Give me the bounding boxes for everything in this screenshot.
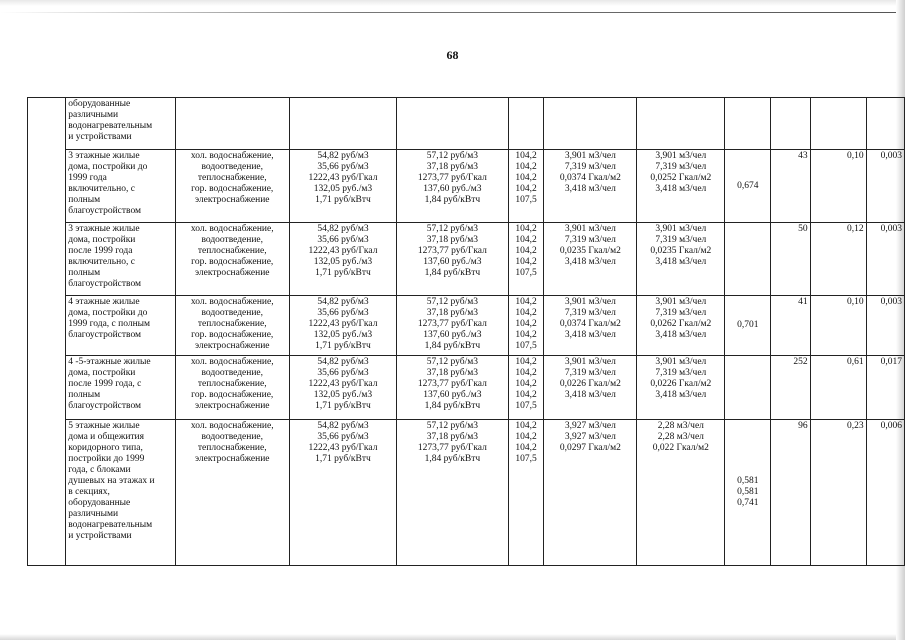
text-line: различными <box>68 110 119 120</box>
norm-new-cell <box>637 296 725 356</box>
building-type-cell <box>66 356 175 420</box>
text-line: 132,05 руб./м3 <box>313 390 373 400</box>
value-3-cell: 0,003 <box>866 150 904 223</box>
text-line: 7,319 м3/чел <box>655 162 707 172</box>
text-line: 3,418 м3/чел <box>564 390 616 400</box>
empty-cell <box>725 98 771 150</box>
norm-prev-cell <box>544 420 637 566</box>
value-3-cell: 0,006 <box>866 420 904 566</box>
text-line: 104,2 <box>515 173 537 183</box>
value-2-cell: 0,12 <box>810 223 866 296</box>
services-cell <box>175 420 289 566</box>
text-line: 1,84 руб/кВтч <box>424 401 481 411</box>
empty-cell <box>544 98 637 150</box>
text-line: 1,71 руб/кВтч <box>315 454 371 464</box>
text-line: электроснабжение <box>194 401 270 411</box>
text-line: 3,901 м3/чел <box>564 297 616 307</box>
text-line: 3,901 м3/чел <box>564 357 616 367</box>
text-line: 3,418 м3/чел <box>655 330 707 340</box>
text-line: полным <box>68 268 101 278</box>
text-line: 104,2 <box>515 297 537 307</box>
text-line: 104,2 <box>515 257 537 267</box>
index-cell <box>508 356 544 420</box>
text-line: 3,418 м3/чел <box>564 184 616 194</box>
text-line: теплоснабжение, <box>197 319 267 329</box>
text-line: 0,0252 Гкал/м2 <box>650 173 712 183</box>
text-line: 107,5 <box>515 195 537 205</box>
text-line: 104,2 <box>515 443 537 453</box>
text-line: коридорного типа, <box>68 443 143 453</box>
text-line: гор. водоснабжение, <box>191 257 274 267</box>
text-line: 57,12 руб/м3 <box>426 151 478 161</box>
text-line: 4 этажные жилые <box>68 297 140 307</box>
norm-new-cell <box>637 420 725 566</box>
text-line: 57,12 руб/м3 <box>426 421 478 431</box>
text-line: 35,66 руб/м3 <box>317 368 369 378</box>
text-line: гор. водоснабжение, <box>191 184 274 194</box>
text-line: 107,5 <box>515 341 537 351</box>
text-line: и устройствами <box>68 132 132 142</box>
text-line: 3,901 м3/чел <box>564 151 616 161</box>
value-2-cell: 0,23 <box>810 420 866 566</box>
page-number: 68 <box>446 48 459 62</box>
text-line: 1222,43 руб/Гкал <box>308 246 378 256</box>
text-line: 3,927 м3/чел <box>564 432 616 442</box>
empty-cell <box>175 98 289 150</box>
text-line: 0,0297 Гкал/м2 <box>559 443 621 453</box>
text-line: 0,0226 Гкал/м2 <box>650 379 712 389</box>
text-line: в секциях, <box>68 487 110 497</box>
table-row <box>28 223 905 296</box>
table-row-continuation <box>28 98 905 150</box>
text-line: 137,60 руб./м3 <box>423 257 482 267</box>
text-line: 54,82 руб/м3 <box>317 357 369 367</box>
text-line: полным <box>68 390 101 400</box>
coefficient-cell <box>725 356 771 420</box>
text-line: электроснабжение <box>194 268 270 278</box>
empty-cell <box>771 98 810 150</box>
tariff-prev-cell <box>289 420 396 566</box>
text-line: 35,66 руб/м3 <box>317 235 369 245</box>
building-type-cell <box>66 223 175 296</box>
text-line: 1273,77 руб/Гкал <box>417 246 487 256</box>
text-line: благоустройством <box>68 401 142 411</box>
tariff-new-cell <box>397 420 509 566</box>
text-line: 0,0262 Гкал/м2 <box>650 319 712 329</box>
text-line: 1,84 руб/кВтч <box>424 195 481 205</box>
norm-prev-cell <box>544 223 637 296</box>
value-3-cell: 0,017 <box>866 356 904 420</box>
norm-prev-cell <box>544 296 637 356</box>
text-line: водоотведение, <box>201 432 264 442</box>
text-line: 104,2 <box>515 308 537 318</box>
text-line: 1222,43 руб/Гкал <box>308 443 378 453</box>
text-line: хол. водоснабжение, <box>190 151 274 161</box>
index-cell <box>508 223 544 296</box>
text-line: 104,2 <box>515 368 537 378</box>
text-line: 0,022 Гкал/м2 <box>652 443 709 453</box>
text-line: после 1999 года <box>68 246 133 256</box>
index-cell <box>508 150 544 223</box>
coefficient-cell <box>725 296 771 356</box>
text-line: 104,2 <box>515 319 537 329</box>
norm-new-cell <box>637 150 725 223</box>
table-row <box>28 296 905 356</box>
text-line: 0,0235 Гкал/м2 <box>650 246 712 256</box>
text-line: 1999 года <box>68 173 107 183</box>
text-line: оборудованные <box>68 498 131 508</box>
text-line: полным <box>68 195 101 205</box>
value-3-cell: 0,003 <box>866 296 904 356</box>
text-line: 4 -5-этажные жилые <box>68 357 151 367</box>
text-line: и устройствами <box>68 531 132 541</box>
text-line: 0,701 <box>737 320 759 330</box>
tariff-new-cell <box>397 150 509 223</box>
text-line: 3,418 м3/чел <box>655 257 707 267</box>
text-line: водонагревательным <box>68 520 153 530</box>
text-line: 137,60 руб./м3 <box>423 330 482 340</box>
empty-cell <box>810 98 866 150</box>
text-line: 0,0235 Гкал/м2 <box>559 246 621 256</box>
text-line: 54,82 руб/м3 <box>317 297 369 307</box>
services-cell <box>175 356 289 420</box>
text-line: 1222,43 руб/Гкал <box>308 173 378 183</box>
index-cell <box>508 420 544 566</box>
text-line: 57,12 руб/м3 <box>426 297 478 307</box>
text-line: электроснабжение <box>194 341 270 351</box>
services-cell <box>175 223 289 296</box>
text-line: 0,741 <box>737 498 759 508</box>
text-line: 54,82 руб/м3 <box>317 421 369 431</box>
text-line: 37,18 руб/м3 <box>426 162 478 172</box>
text-line: 107,5 <box>515 268 537 278</box>
empty-cell <box>866 98 904 150</box>
tariff-prev-cell <box>289 150 396 223</box>
text-line: 54,82 руб/м3 <box>317 151 369 161</box>
text-line: 3,418 м3/чел <box>564 257 616 267</box>
text-line: 104,2 <box>515 357 537 367</box>
text-line: 7,319 м3/чел <box>655 235 707 245</box>
text-line: 1999 года, с полным <box>68 319 151 329</box>
table-row <box>28 150 905 223</box>
text-line: 3,418 м3/чел <box>655 390 707 400</box>
text-line: 104,2 <box>515 224 537 234</box>
text-line: 35,66 руб/м3 <box>317 308 369 318</box>
value-3-cell: 0,003 <box>866 223 904 296</box>
text-line: хол. водоснабжение, <box>190 357 274 367</box>
table-row <box>28 356 905 420</box>
text-line: дома, постройки до <box>68 308 148 318</box>
text-line: гор. водоснабжение, <box>191 330 274 340</box>
empty-cell <box>397 98 509 150</box>
text-line: 1,84 руб/кВтч <box>424 268 481 278</box>
scan-edge-line <box>0 12 905 13</box>
text-line: оборудованные <box>68 99 131 109</box>
text-line: 104,2 <box>515 235 537 245</box>
text-line: водоотведение, <box>201 235 264 245</box>
text-line: 2,28 м3/чел <box>657 432 704 442</box>
text-line: 0,581 <box>737 487 759 497</box>
norm-new-cell <box>637 223 725 296</box>
text-line: 104,2 <box>515 246 537 256</box>
text-line: 7,319 м3/чел <box>655 308 707 318</box>
text-line: 35,66 руб/м3 <box>317 162 369 172</box>
text-line: 7,319 м3/чел <box>655 368 707 378</box>
text-line: 104,2 <box>515 330 537 340</box>
value-1-cell: 41 <box>771 296 810 356</box>
text-line: 0,0374 Гкал/м2 <box>559 319 621 329</box>
text-line: 7,319 м3/чел <box>564 308 616 318</box>
text-line: 35,66 руб/м3 <box>317 432 369 442</box>
coefficient-cell <box>725 150 771 223</box>
value-2-cell: 0,61 <box>810 356 866 420</box>
text-line: 104,2 <box>515 390 537 400</box>
empty-cell <box>637 98 725 150</box>
tariff-table <box>27 97 905 566</box>
text-line: 1,84 руб/кВтч <box>424 341 481 351</box>
text-line: 37,18 руб/м3 <box>426 368 478 378</box>
building-type-cell <box>66 420 175 566</box>
text-line: 7,319 м3/чел <box>564 235 616 245</box>
text-line: хол. водоснабжение, <box>190 421 274 431</box>
text-line: 1,71 руб/кВтч <box>315 195 371 205</box>
text-line: 0,0374 Гкал/м2 <box>559 173 621 183</box>
text-line: благоустройством <box>68 279 142 289</box>
text-line: 3,901 м3/чел <box>655 297 707 307</box>
text-line: хол. водоснабжение, <box>190 297 274 307</box>
empty-cell <box>289 98 396 150</box>
text-line: дома, постройки до <box>68 162 148 172</box>
value-2-cell: 0,10 <box>810 150 866 223</box>
table-row <box>28 420 905 566</box>
text-line: 104,2 <box>515 162 537 172</box>
text-line: 107,5 <box>515 454 537 464</box>
text-line: теплоснабжение, <box>197 443 267 453</box>
text-line: 5 этажные жилые <box>68 421 140 431</box>
services-cell <box>175 296 289 356</box>
text-line: 37,18 руб/м3 <box>426 235 478 245</box>
coefficient-cell <box>725 223 771 296</box>
text-line: 104,2 <box>515 151 537 161</box>
text-line: 3,901 м3/чел <box>655 224 707 234</box>
text-line: дома и общежития <box>68 432 145 442</box>
text-line: 104,2 <box>515 379 537 389</box>
text-line: гор. водоснабжение, <box>191 390 274 400</box>
text-line: 1273,77 руб/Гкал <box>417 443 487 453</box>
text-line: 3 этажные жилые <box>68 224 140 234</box>
text-line: 0,674 <box>737 180 759 191</box>
norm-prev-cell <box>544 356 637 420</box>
empty-left-cell <box>28 98 66 566</box>
text-line: водоотведение, <box>201 162 264 172</box>
text-line: 54,82 руб/м3 <box>317 224 369 234</box>
text-line: 104,2 <box>515 432 537 442</box>
text-line: 57,12 руб/м3 <box>426 224 478 234</box>
tariff-prev-cell <box>289 223 396 296</box>
text-line: 1,71 руб/кВтч <box>315 401 371 411</box>
text-line: 3,901 м3/чел <box>655 151 707 161</box>
text-line: дома, постройки <box>68 368 136 378</box>
empty-cell <box>508 98 544 150</box>
text-line: 1273,77 руб/Гкал <box>417 173 487 183</box>
value-1-cell: 252 <box>771 356 810 420</box>
text-line: 104,2 <box>515 421 537 431</box>
text-line: водоотведение, <box>201 368 264 378</box>
value-1-cell: 96 <box>771 420 810 566</box>
text-line: электроснабжение <box>194 195 270 205</box>
text-line: 104,2 <box>515 184 537 194</box>
text-line: 3,927 м3/чел <box>564 421 616 431</box>
text-line: 1,84 руб/кВтч <box>424 454 481 464</box>
text-line: 3,901 м3/чел <box>564 224 616 234</box>
services-cell <box>175 150 289 223</box>
text-line: теплоснабжение, <box>197 173 267 183</box>
text-line: теплоснабжение, <box>197 246 267 256</box>
text-line: различными <box>68 509 119 519</box>
text-line: 37,18 руб/м3 <box>426 308 478 318</box>
tariff-new-cell <box>397 356 509 420</box>
norm-prev-cell <box>544 150 637 223</box>
text-line: 1,71 руб/кВтч <box>315 341 371 351</box>
text-line: электроснабжение <box>194 454 270 464</box>
text-line: постройки до 1999 <box>68 454 145 464</box>
text-line: 1273,77 руб/Гкал <box>417 379 487 389</box>
building-type-cell <box>66 150 175 223</box>
text-line: 1222,43 руб/Гкал <box>308 379 378 389</box>
text-line: благоустройством <box>68 206 142 216</box>
text-line: 7,319 м3/чел <box>564 162 616 172</box>
value-1-cell: 50 <box>771 223 810 296</box>
tariff-new-cell <box>397 223 509 296</box>
text-line: 3,418 м3/чел <box>655 184 707 194</box>
text-line: 1222,43 руб/Гкал <box>308 319 378 329</box>
building-type-cell <box>66 296 175 356</box>
text-line: 0,581 <box>737 476 759 486</box>
text-line: 1273,77 руб/Гкал <box>417 319 487 329</box>
text-line: 132,05 руб./м3 <box>313 257 373 267</box>
text-line: 2,28 м3/чел <box>657 421 704 431</box>
text-line: после 1999 года, с <box>68 379 142 389</box>
text-line: хол. водоснабжение, <box>190 224 274 234</box>
text-line: 3,418 м3/чел <box>564 330 616 340</box>
text-line: 107,5 <box>515 401 537 411</box>
text-line: 3,901 м3/чел <box>655 357 707 367</box>
text-line: водонагревательным <box>68 121 153 131</box>
coefficient-cell <box>725 420 771 566</box>
text-line: 3 этажные жилые <box>68 151 140 161</box>
value-1-cell: 43 <box>771 150 810 223</box>
text-line: 57,12 руб/м3 <box>426 357 478 367</box>
text-line: 137,60 руб./м3 <box>423 184 482 194</box>
value-2-cell: 0,10 <box>810 296 866 356</box>
text-line: дома, постройки <box>68 235 136 245</box>
tariff-prev-cell <box>289 296 396 356</box>
text-line: водоотведение, <box>201 308 264 318</box>
text-line: 0,0226 Гкал/м2 <box>559 379 621 389</box>
text-line: 137,60 руб./м3 <box>423 390 482 400</box>
text-line: включительно, с <box>68 184 135 194</box>
text-line: теплоснабжение, <box>197 379 267 389</box>
text-line: благоустройством <box>68 330 142 340</box>
tariff-prev-cell <box>289 356 396 420</box>
text-line: включительно, с <box>68 257 135 267</box>
table-body <box>28 98 905 566</box>
text-line: 7,319 м3/чел <box>564 368 616 378</box>
text-line: 132,05 руб./м3 <box>313 184 373 194</box>
text-line: 1,71 руб/кВтч <box>315 268 371 278</box>
norm-new-cell <box>637 356 725 420</box>
index-cell <box>508 296 544 356</box>
text-line: 132,05 руб./м3 <box>313 330 373 340</box>
text-line: душевых на этажах и <box>68 476 155 486</box>
tariff-new-cell <box>397 296 509 356</box>
text-line: 37,18 руб/м3 <box>426 432 478 442</box>
text-line: года, с блоками <box>68 465 131 475</box>
first-row-text <box>66 98 175 150</box>
